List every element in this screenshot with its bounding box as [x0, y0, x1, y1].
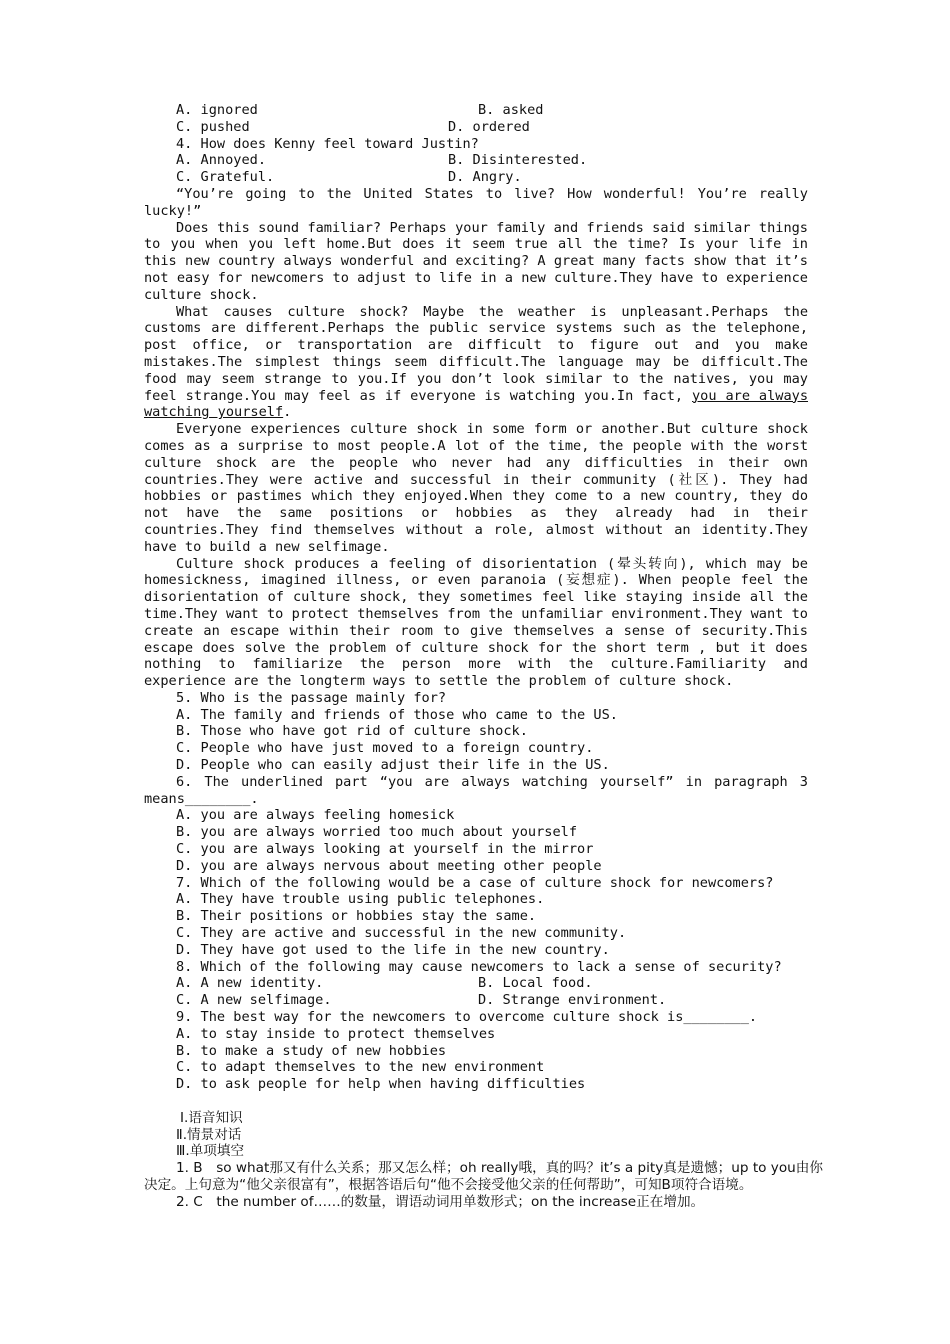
q4-options-row-2	[144, 169, 808, 186]
passage-paragraph-3	[144, 304, 808, 422]
option-a: A. Annoyed.	[176, 152, 267, 169]
option-c: C. Grateful.	[176, 169, 275, 186]
option-d: D. They have got used to the life in the new country.	[176, 941, 610, 958]
q4-options-row-1	[144, 152, 808, 169]
question-stem: 7. Which of the following would be a case of culture shock for newcomers?	[176, 874, 774, 891]
option-d: D. ordered	[448, 118, 530, 135]
section-heading: Ⅲ.单项填空	[176, 1143, 245, 1160]
option-b: B. Their positions or hobbies stay the same.	[176, 908, 537, 925]
document-page	[144, 102, 823, 1211]
passage-paragraph-4: Everyone experiences culture shock in some form or another.But culture shock comes as a surprise to most people.A lot of the time, the people with the worst culture shock are the people who never had any difficulties in their own countries.They were active and successful in their community (社区). They had hobbies or pastimes which they enjoyed.When they come to a new country, they do not have the same positions or hobbies as they already had in their countries.They find themselves without a role, almost without an identity.They have to build a new selfimage.	[144, 421, 808, 555]
question-stem: 6. The underlined part “you are always watching yourself” in paragraph 3 means________.	[144, 773, 808, 807]
section-heading: Ⅱ.情景对话	[176, 1126, 242, 1143]
option-a: A. you are always feeling homesick	[176, 807, 455, 824]
q3-options-row-1	[144, 102, 808, 119]
underlined-phrase: you are always watching yourself	[144, 387, 809, 421]
q8-options-row-1	[144, 975, 808, 992]
option-b: B. Those who have got rid of culture shock.	[176, 723, 528, 740]
option-d: D. to ask people for help when having difficulties	[176, 1076, 586, 1093]
option-a: A. ignored	[176, 102, 258, 118]
answer-1: 1. B so what那又有什么关系；那又怎么样；oh really哦，真的吗？it’s a pity真是遗憾；up to you由你决定。上句意为“他父亲很富有”，根据答语后句“他不会接受他父亲的任何帮助”，可知B项符合语境。	[144, 1160, 823, 1193]
option-d: D. Strange environment.	[478, 992, 667, 1009]
option-d: D. you are always nervous about meeting other people	[176, 857, 602, 874]
option-a: A. A new identity.	[176, 975, 324, 992]
question-6-stem-block	[144, 774, 808, 808]
option-d: D. Angry.	[448, 169, 522, 186]
option-a: A. to stay inside to protect themselves	[176, 1025, 496, 1042]
answer-2: 2. C the number of……的数量，谓语动词用单数形式；on the increase正在增加。	[176, 1193, 705, 1210]
q3-options-row-2	[144, 119, 808, 136]
question-stem: 5. Who is the passage mainly for?	[176, 689, 447, 706]
question-stem: 4. How does Kenny feel toward Justin?	[176, 135, 479, 152]
answer-explanations	[144, 1160, 824, 1210]
option-c: C. pushed	[176, 118, 250, 135]
passage-paragraph-5: Culture shock produces a feeling of disorientation (晕头转向), which may be homesickness, imagined illness, or even paranoia (妄想症). When people feel the disorientation of culture shock, they sometimes feel like staying inside all the time.They want to protect themselves from the unfamiliar environment.They want to create an escape within their room to give themselves a sense of security.This escape does solve the problem of culture shock for the short term , but it does nothing to familiarize the person more with the culture.Familiarity and experience are the longterm ways to settle the problem of culture shock.	[144, 555, 808, 690]
option-c: C. A new selfimage.	[176, 992, 332, 1009]
option-c: C. People who have just moved to a foreign country.	[176, 740, 594, 757]
question-stem: 9. The best way for the newcomers to overcome culture shock is________.	[176, 1009, 758, 1026]
option-b: B. Disinterested.	[448, 152, 588, 169]
q8-options-row-2	[144, 992, 808, 1009]
option-b: B. Local food.	[478, 975, 593, 992]
option-a: A. The family and friends of those who came to the US.	[176, 706, 618, 723]
question-stem: 8. Which of the following may cause newcomers to lack a sense of security?	[176, 958, 782, 975]
option-b: B. you are always worried too much about yourself	[176, 824, 578, 841]
option-a: A. They have trouble using public telephones.	[176, 891, 545, 908]
section-heading: Ⅰ.语音知识	[180, 1109, 243, 1126]
option-b: B. to make a study of new hobbies	[176, 1042, 447, 1059]
option-b: B. asked	[478, 102, 544, 118]
paragraph-text-end: .	[283, 404, 292, 421]
passage-paragraph-1: “You’re going to the United States to live? How wonderful! You’re really lucky!”	[144, 185, 808, 219]
option-c: C. you are always looking at yourself in the mirror	[176, 841, 594, 858]
option-d: D. People who can easily adjust their life in the US.	[176, 757, 610, 774]
passage-paragraph-2: Does this sound familiar? Perhaps your family and friends said similar things to you when you left home.But does it seem true all the time? Is your life in this new country always wonderful and exciting? A great many facts show that it’s not easy for newcomers to adjust to life in a new culture.They have to experience culture shock.	[144, 219, 808, 303]
reading-passage	[144, 186, 808, 690]
option-c: C. to adapt themselves to the new environment	[176, 1059, 545, 1076]
option-c: C. They are active and successful in the new community.	[176, 925, 627, 942]
spacer	[144, 1093, 808, 1110]
paragraph-text: What causes culture shock? Maybe the weather is unpleasant.Perhaps the customs are different.Perhaps the public service systems such as the telephone, post office, or transportation are difficult to figure out and you make mistakes.The simplest things seem difficult.The language may be difficult.The food may seem strange to you.If you don’t look similar to the natives, you may feel strange.You may feel as if everyone is watching you.In fact,	[144, 303, 808, 404]
